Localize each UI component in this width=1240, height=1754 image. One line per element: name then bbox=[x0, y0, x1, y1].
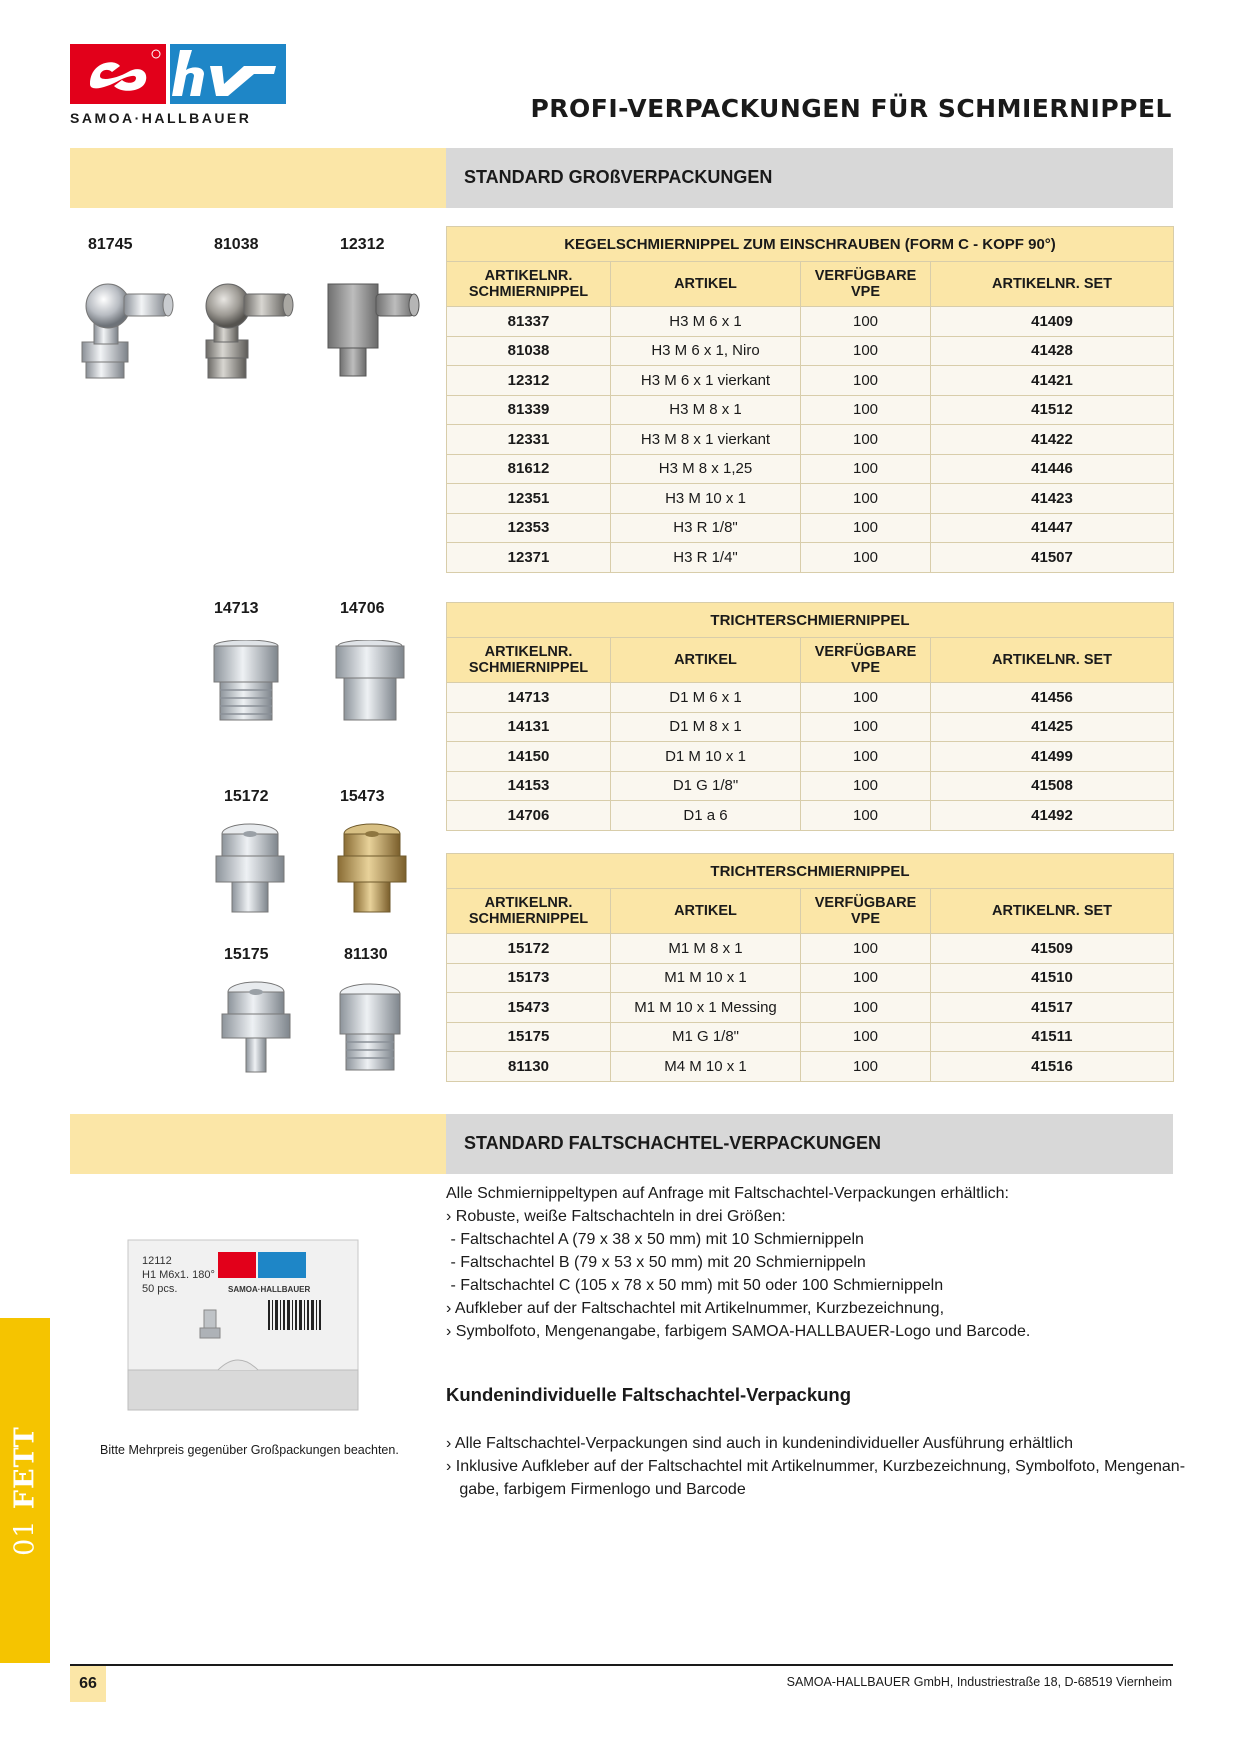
col-artikelnr-set: ARTIKELNR. SET bbox=[931, 889, 1174, 934]
col-vpe: VERFÜGBARE VPE bbox=[801, 889, 931, 934]
text-line: Alle Schmiernippeltypen auf Anfrage mit Faltschachtel-Verpackungen erhältlich: bbox=[446, 1185, 1009, 1202]
cell-artikelnr: 14706 bbox=[447, 801, 611, 831]
box-logo-blue bbox=[258, 1252, 306, 1278]
table-row bbox=[447, 934, 1174, 964]
table-trichterschmiernippel-2 bbox=[446, 853, 1174, 1082]
chapter-label bbox=[10, 1426, 41, 1556]
table-row bbox=[447, 513, 1174, 543]
cell-artikelnr: 81612 bbox=[447, 454, 611, 484]
table-row bbox=[447, 742, 1174, 772]
cell-artikelnr: 81339 bbox=[447, 395, 611, 425]
cell-artikelnr: 14150 bbox=[447, 742, 611, 772]
product-14706 bbox=[340, 600, 385, 618]
product-number: 12312 bbox=[340, 236, 385, 253]
product-81130 bbox=[344, 946, 388, 964]
product-15473 bbox=[340, 788, 385, 806]
table-row bbox=[447, 1022, 1174, 1052]
cell-artikelnr: 12371 bbox=[447, 543, 611, 573]
cell-artikelnr: 81038 bbox=[447, 336, 611, 366]
table-caption: TRICHTERSCHMIERNIPPEL bbox=[447, 854, 1174, 889]
cell-vpe: 100 bbox=[801, 1022, 931, 1052]
table-row bbox=[447, 395, 1174, 425]
cell-vpe: 100 bbox=[801, 934, 931, 964]
cell-artikelnr-set: 41428 bbox=[931, 336, 1174, 366]
cell-artikelnr-set: 41499 bbox=[931, 742, 1174, 772]
cell-vpe: 100 bbox=[801, 425, 931, 455]
text-line: › Inklusive Aufkleber auf der Faltschachtel mit Artikelnummer, Kurzbezeichnung, Symbolfoto, Mengenan- bbox=[446, 1458, 1186, 1475]
grease-nipple-90deg-image bbox=[80, 280, 176, 380]
cell-artikel: M1 M 10 x 1 Messing bbox=[611, 993, 801, 1023]
table-row bbox=[447, 801, 1174, 831]
product-14713 bbox=[214, 600, 259, 618]
cell-vpe: 100 bbox=[801, 395, 931, 425]
custom-description bbox=[446, 1432, 1185, 1501]
button-head-nipple-g18-image bbox=[218, 980, 294, 1076]
cell-artikel: M1 G 1/8" bbox=[611, 1022, 801, 1052]
chapter-side-tab bbox=[0, 1318, 50, 1663]
text-line: › Aufkleber auf der Faltschachtel mit Artikelnummer, Kurzbezeichnung, bbox=[446, 1300, 945, 1317]
table-caption: KEGELSCHMIERNIPPEL ZUM EINSCHRAUBEN (FORM C - KOPF 90°) bbox=[447, 227, 1174, 262]
cell-artikelnr-set: 41508 bbox=[931, 771, 1174, 801]
funnel-nipple-image bbox=[208, 640, 284, 724]
table-row bbox=[447, 712, 1174, 742]
box-label-line2: H1 M6x1. 180° bbox=[142, 1269, 215, 1281]
section-title: STANDARD GROßVERPACKUNGEN bbox=[464, 167, 773, 187]
cell-vpe: 100 bbox=[801, 801, 931, 831]
cell-artikelnr: 14131 bbox=[447, 712, 611, 742]
product-81745 bbox=[88, 236, 133, 254]
table-body bbox=[447, 307, 1174, 573]
cell-artikelnr-set: 41509 bbox=[931, 934, 1174, 964]
box-logo-red bbox=[218, 1252, 256, 1278]
footer-address: SAMOA-HALLBAUER GmbH, Industriestraße 18, D-68519 Viernheim bbox=[786, 1675, 1172, 1689]
col-artikelnr-set: ARTIKELNR. SET bbox=[931, 638, 1174, 683]
box-label-line3: 50 pcs. bbox=[142, 1283, 178, 1295]
product-number: 15172 bbox=[224, 788, 269, 805]
cell-artikel: M1 M 8 x 1 bbox=[611, 934, 801, 964]
table-row bbox=[447, 425, 1174, 455]
cell-artikel: H3 M 6 x 1 vierkant bbox=[611, 366, 801, 396]
product-81038 bbox=[214, 236, 259, 254]
cell-artikelnr-set: 41517 bbox=[931, 993, 1174, 1023]
product-12312 bbox=[340, 236, 385, 254]
col-artikelnr: ARTIKELNR. SCHMIERNIPPEL bbox=[447, 262, 611, 307]
box-brand: SAMOA·HALLBAUER bbox=[228, 1285, 311, 1294]
cell-artikelnr-set: 41446 bbox=[931, 454, 1174, 484]
table-row bbox=[447, 963, 1174, 993]
table-row bbox=[447, 993, 1174, 1023]
col-artikelnr-set: ARTIKELNR. SET bbox=[931, 262, 1174, 307]
cell-artikelnr-set: 41511 bbox=[931, 1022, 1174, 1052]
table-header-row bbox=[447, 262, 1174, 307]
cell-artikel: M1 M 10 x 1 bbox=[611, 963, 801, 993]
chapter-name: FETT bbox=[9, 1425, 41, 1509]
chapter-number: 01 bbox=[9, 1519, 41, 1556]
section-header-faltschachtel bbox=[70, 1114, 1173, 1174]
cell-artikelnr: 15172 bbox=[447, 934, 611, 964]
product-number: 81038 bbox=[214, 236, 259, 253]
cell-artikelnr-set: 41492 bbox=[931, 801, 1174, 831]
faltschachtel-description bbox=[446, 1182, 1030, 1343]
cell-vpe: 100 bbox=[801, 336, 931, 366]
logo-text: SAMOA·HALLBAUER bbox=[70, 110, 252, 126]
section-header-left bbox=[70, 148, 446, 208]
funnel-nipple-a6-image bbox=[332, 640, 408, 724]
cell-vpe: 100 bbox=[801, 712, 931, 742]
cell-vpe: 100 bbox=[801, 513, 931, 543]
cell-artikelnr: 81337 bbox=[447, 307, 611, 337]
table-kegelschmiernippel bbox=[446, 226, 1174, 573]
cell-artikel: H3 M 8 x 1 bbox=[611, 395, 801, 425]
cell-artikelnr: 12353 bbox=[447, 513, 611, 543]
table-caption: TRICHTERSCHMIERNIPPEL bbox=[447, 603, 1174, 638]
section-header-right bbox=[446, 148, 1173, 208]
logo-hv-mark-icon bbox=[170, 44, 286, 104]
product-number: 15473 bbox=[340, 788, 385, 805]
cell-artikelnr: 14713 bbox=[447, 683, 611, 713]
cell-artikel: H3 M 6 x 1, Niro bbox=[611, 336, 801, 366]
text-line: › Robuste, weiße Faltschachteln in drei Größen: bbox=[446, 1208, 786, 1225]
logo-blue-block bbox=[170, 44, 286, 104]
text-line: - Faltschachtel C (105 x 78 x 50 mm) mit 50 oder 100 Schmiernippeln bbox=[446, 1277, 944, 1294]
section-header-right bbox=[446, 1114, 1173, 1174]
table-trichterschmiernippel-1 bbox=[446, 602, 1174, 831]
text-line: - Faltschachtel A (79 x 38 x 50 mm) mit 10 Schmiernippeln bbox=[446, 1231, 864, 1248]
grease-nipple-90deg-niro-image bbox=[200, 280, 296, 380]
col-artikel: ARTIKEL bbox=[611, 638, 801, 683]
product-15175 bbox=[224, 946, 269, 964]
samoa-hallbauer-logo bbox=[70, 44, 286, 128]
product-number: 14713 bbox=[214, 600, 259, 617]
cell-artikel: D1 G 1/8" bbox=[611, 771, 801, 801]
subheading-kundenindividuell: Kundenindividuelle Faltschachtel-Verpackung bbox=[446, 1384, 852, 1405]
product-number: 81130 bbox=[344, 946, 388, 963]
cell-artikelnr-set: 41516 bbox=[931, 1052, 1174, 1082]
section-title: STANDARD FALTSCHACHTEL-VERPACKUNGEN bbox=[464, 1133, 881, 1153]
cell-artikelnr-set: 41425 bbox=[931, 712, 1174, 742]
text-line: › Alle Faltschachtel-Verpackungen sind auch in kundenindividueller Ausführung erhältlich bbox=[446, 1435, 1074, 1452]
cell-vpe: 100 bbox=[801, 366, 931, 396]
cell-vpe: 100 bbox=[801, 771, 931, 801]
col-artikel: ARTIKEL bbox=[611, 262, 801, 307]
product-number: 15175 bbox=[224, 946, 269, 963]
table-row bbox=[447, 1052, 1174, 1082]
cell-vpe: 100 bbox=[801, 963, 931, 993]
logo-s-mark-icon bbox=[70, 44, 166, 104]
cell-artikel: H3 R 1/4" bbox=[611, 543, 801, 573]
col-artikelnr: ARTIKELNR. SCHMIERNIPPEL bbox=[447, 889, 611, 934]
page-number-box bbox=[70, 1666, 106, 1702]
button-head-nipple-image bbox=[212, 822, 288, 916]
cell-artikelnr-set: 41507 bbox=[931, 543, 1174, 573]
box-label-line1: 12112 bbox=[142, 1255, 172, 1267]
cell-artikelnr: 12312 bbox=[447, 366, 611, 396]
folding-box-image bbox=[118, 1230, 368, 1420]
product-number: 14706 bbox=[340, 600, 385, 617]
table-body bbox=[447, 934, 1174, 1082]
cell-vpe: 100 bbox=[801, 484, 931, 514]
cell-artikel: H3 M 6 x 1 bbox=[611, 307, 801, 337]
cell-artikelnr: 81130 bbox=[447, 1052, 611, 1082]
cell-artikel: D1 a 6 bbox=[611, 801, 801, 831]
text-line: › Symbolfoto, Mengenangabe, farbigem SAMOA-HALLBAUER-Logo und Barcode. bbox=[446, 1323, 1031, 1340]
cell-vpe: 100 bbox=[801, 307, 931, 337]
cell-artikelnr-set: 41423 bbox=[931, 484, 1174, 514]
cell-artikelnr-set: 41422 bbox=[931, 425, 1174, 455]
cell-artikelnr: 15175 bbox=[447, 1022, 611, 1052]
button-head-nipple-brass-image bbox=[334, 822, 410, 916]
table-row bbox=[447, 307, 1174, 337]
logo-red-block bbox=[70, 44, 166, 104]
cell-artikelnr-set: 41456 bbox=[931, 683, 1174, 713]
cell-artikelnr: 15473 bbox=[447, 993, 611, 1023]
flat-head-nipple-image bbox=[332, 980, 408, 1076]
table-row bbox=[447, 683, 1174, 713]
cell-artikel: H3 M 8 x 1 vierkant bbox=[611, 425, 801, 455]
table-row bbox=[447, 484, 1174, 514]
cell-artikel: D1 M 8 x 1 bbox=[611, 712, 801, 742]
cell-artikelnr: 12351 bbox=[447, 484, 611, 514]
cell-artikel: H3 R 1/8" bbox=[611, 513, 801, 543]
cell-artikelnr-set: 41510 bbox=[931, 963, 1174, 993]
col-vpe: VERFÜGBARE VPE bbox=[801, 262, 931, 307]
page-number: 66 bbox=[79, 1675, 97, 1692]
cell-artikelnr-set: 41447 bbox=[931, 513, 1174, 543]
cell-vpe: 100 bbox=[801, 683, 931, 713]
cell-vpe: 100 bbox=[801, 993, 931, 1023]
grease-nipple-square-image bbox=[326, 280, 422, 380]
table-row bbox=[447, 771, 1174, 801]
table-row bbox=[447, 454, 1174, 484]
cell-artikelnr-set: 41421 bbox=[931, 366, 1174, 396]
cell-artikelnr: 14153 bbox=[447, 771, 611, 801]
cell-artikelnr: 15173 bbox=[447, 963, 611, 993]
product-15172 bbox=[224, 788, 269, 806]
cell-artikel: D1 M 6 x 1 bbox=[611, 683, 801, 713]
cell-vpe: 100 bbox=[801, 543, 931, 573]
price-note: Bitte Mehrpreis gegenüber Großpackungen beachten. bbox=[100, 1443, 399, 1457]
cell-artikelnr-set: 41512 bbox=[931, 395, 1174, 425]
cell-artikelnr-set: 41409 bbox=[931, 307, 1174, 337]
cell-artikel: D1 M 10 x 1 bbox=[611, 742, 801, 772]
table-header-row bbox=[447, 638, 1174, 683]
section-header-left bbox=[70, 1114, 446, 1174]
col-vpe: VERFÜGBARE VPE bbox=[801, 638, 931, 683]
cell-vpe: 100 bbox=[801, 742, 931, 772]
footer-divider bbox=[70, 1664, 1173, 1666]
table-body bbox=[447, 683, 1174, 831]
text-line: - Faltschachtel B (79 x 53 x 50 mm) mit 20 Schmiernippeln bbox=[446, 1254, 866, 1271]
cell-artikel: M4 M 10 x 1 bbox=[611, 1052, 801, 1082]
col-artikelnr: ARTIKELNR. SCHMIERNIPPEL bbox=[447, 638, 611, 683]
table-row bbox=[447, 336, 1174, 366]
cell-artikel: H3 M 8 x 1,25 bbox=[611, 454, 801, 484]
table-row bbox=[447, 366, 1174, 396]
table-header-row bbox=[447, 889, 1174, 934]
page-title: PROFI-VERPACKUNGEN FÜR SCHMIERNIPPEL bbox=[530, 94, 1172, 123]
col-artikel: ARTIKEL bbox=[611, 889, 801, 934]
section-header-grossverpackungen bbox=[70, 148, 1173, 208]
product-number: 81745 bbox=[88, 236, 133, 253]
text-line: gabe, farbigem Firmenlogo und Barcode bbox=[446, 1481, 746, 1498]
table-row bbox=[447, 543, 1174, 573]
cell-vpe: 100 bbox=[801, 1052, 931, 1082]
cell-artikel: H3 M 10 x 1 bbox=[611, 484, 801, 514]
cell-artikelnr: 12331 bbox=[447, 425, 611, 455]
cell-vpe: 100 bbox=[801, 454, 931, 484]
